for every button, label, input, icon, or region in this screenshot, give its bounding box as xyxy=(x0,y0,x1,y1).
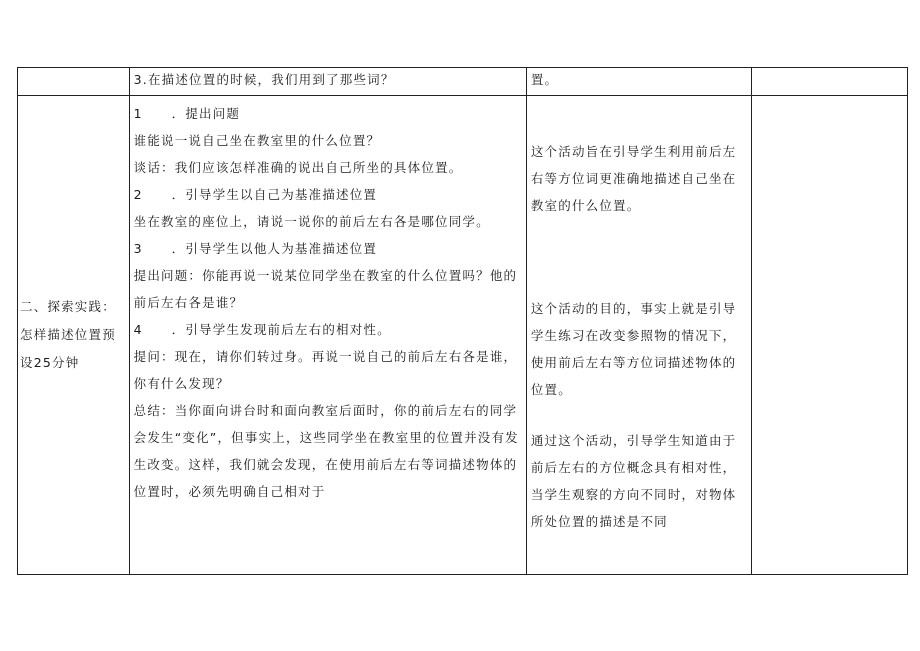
process-line: 坐在教室的座位上，请说一说你的前后左右各是哪位同学。 xyxy=(133,214,490,229)
extra-cell xyxy=(752,68,908,96)
process-line: 谈话：我们应该怎样准确的说出自己所坐的具体位置。 xyxy=(133,160,463,175)
stage-cell xyxy=(18,96,130,575)
process-line: 总结：当你面向讲台时和面向教室后面时，你的前后左右的同学会发生“变化”，但事实上，这些同学坐在教室里的位置并没有发生改变。这样，我们就会发现，在使用前后左右等词描述物体的位置时，必须先明确自己相对于 xyxy=(133,403,519,499)
process-line: 2 ．引导学生以自己为基准描述位置 xyxy=(133,187,378,202)
stage-label: 二、探索实践：怎样描述位置预设25分钟 xyxy=(20,299,116,370)
intent-text: 置。 xyxy=(530,72,559,87)
intent-paragraph: 这个活动的目的，事实上就是引导学生练习在改变参照物的情况下，使用前后左右等方位词描述物体的位置。 xyxy=(530,301,737,397)
extra-cell xyxy=(752,96,908,575)
table-row xyxy=(18,96,908,575)
process-line: 提问：现在，请你们转过身。再说一说自己的前后左右各是谁，你有什么发现？ xyxy=(133,349,518,391)
process-cell xyxy=(129,68,526,96)
process-line: 3 ．引导学生以他人为基准描述位置 xyxy=(133,241,378,256)
table-row xyxy=(18,68,908,96)
intent-cell xyxy=(526,68,751,96)
intent-paragraph: 这个活动旨在引导学生利用前后左右等方位词更准确地描述自己坐在教室的什么位置。 xyxy=(530,144,737,213)
process-line: 提出问题：你能再说一说某位同学坐在教室的什么位置吗？他的前后左右各是谁？ xyxy=(133,268,518,310)
lesson-plan-table xyxy=(17,67,908,575)
stage-cell-empty xyxy=(18,68,130,96)
process-line: 4 ．引导学生发现前后左右的相对性。 xyxy=(133,322,391,337)
process-question: 3.在描述位置的时候，我们用到了那些词？ xyxy=(133,72,395,87)
process-line: 谁能说一说自己坐在教室里的什么位置？ xyxy=(133,133,381,148)
intent-cell xyxy=(526,96,751,575)
intent-paragraph: 通过这个活动，引导学生知道由于前后左右的方位概念具有相对性，当学生观察的方向不同时，对物体所处位置的描述是不同 xyxy=(530,433,737,529)
process-line: 1 ．提出问题 xyxy=(133,106,241,121)
process-cell xyxy=(129,96,526,575)
